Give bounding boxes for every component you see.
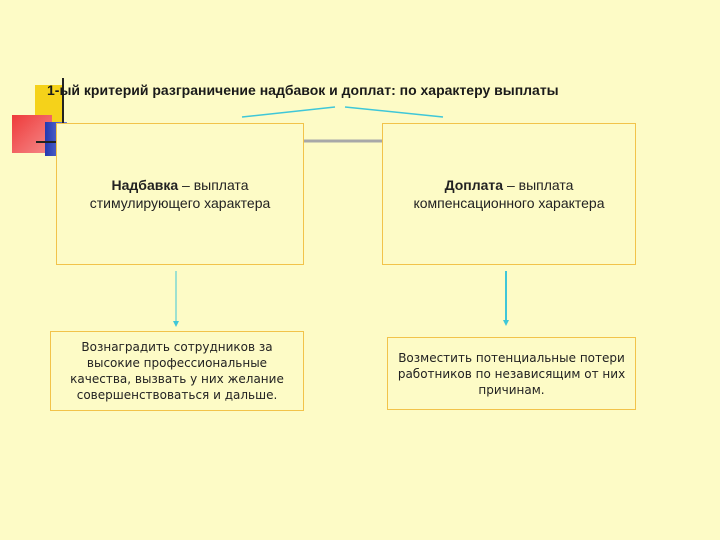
left-down-arrowhead [173, 321, 179, 327]
additional-payment-term: Доплата [444, 177, 504, 193]
additional-payment-purpose-text: Возместить потенциальные потери работников по независящим от них причинам. [397, 350, 626, 397]
additional-payment-text [383, 176, 635, 212]
additional-payment-purpose-box [387, 337, 636, 410]
surcharge-box [56, 123, 304, 265]
surcharge-purpose-text: Вознаградить сотрудников за высокие профессиональные качества, вызвать у них желание совершенствоваться и дальше. [70, 340, 284, 402]
diagram-title: 1-ый критерий разграничение надбавок и доплат: по характеру выплаты [47, 82, 559, 98]
additional-payment-definition: – выплата компенсационного характера [413, 177, 605, 211]
title-arrow-left [242, 107, 335, 117]
additional-payment-box [382, 123, 636, 265]
right-down-arrowhead [503, 320, 509, 326]
title-arrow-right [345, 107, 443, 117]
surcharge-purpose-box [50, 331, 304, 411]
surcharge-term: Надбавка [111, 177, 179, 193]
surcharge-definition: – выплата стимулирующего характера [89, 177, 271, 211]
surcharge-text [57, 176, 303, 212]
